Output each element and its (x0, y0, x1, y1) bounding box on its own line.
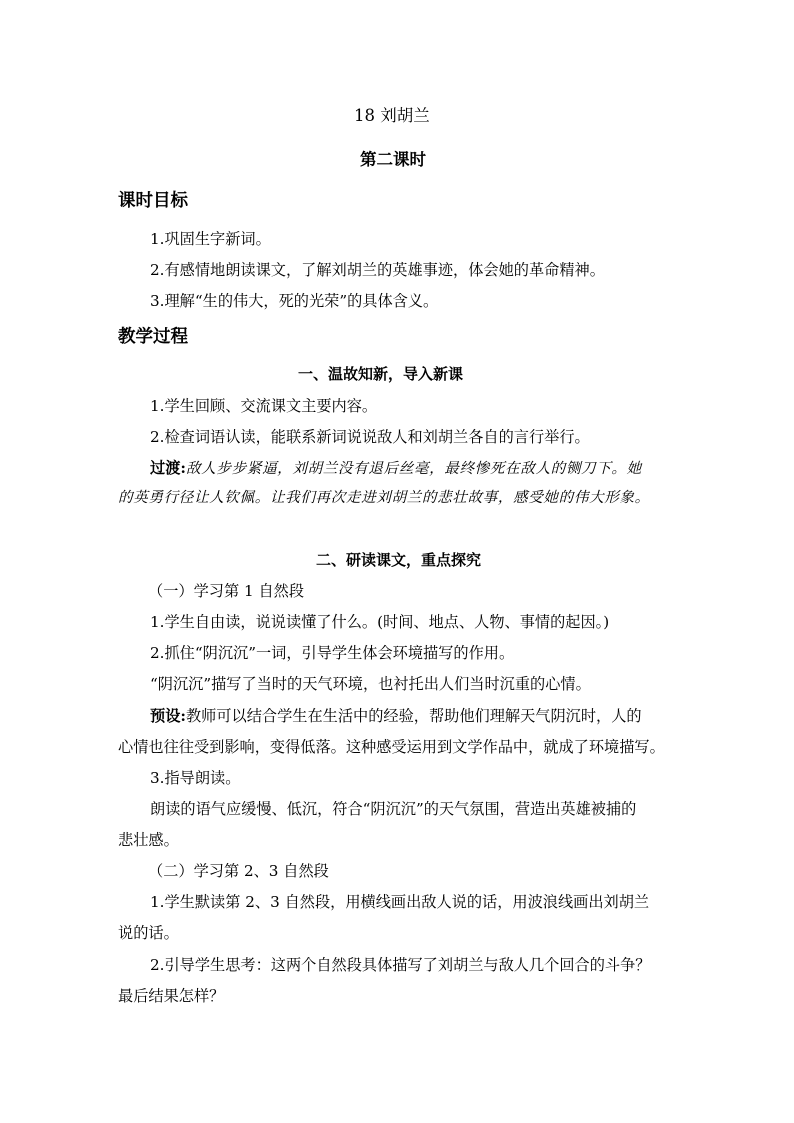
preset-text: 教师可以结合学生在生活中的经验，帮助他们理解天气阴沉时，人的 (185, 707, 642, 725)
process-heading: 教学过程 (118, 327, 188, 347)
section1-note: “阴沉沉”描写了当时的天气环境，也衬托出人们当时沉重的心情。 (150, 675, 591, 693)
section2-item: 1.学生默读第 2、3 自然段，用横线画出敌人说的话，用波浪线画出刘胡兰 (150, 893, 650, 911)
part1-item: 1.学生回顾、交流课文主要内容。 (150, 397, 378, 415)
transition-paragraph (150, 457, 642, 480)
preset-paragraph (150, 705, 642, 727)
part1-item: 2.检查词语认读，能联系新词说说敌人和刘胡兰各自的言行举行。 (150, 428, 590, 446)
transition-text: 敌人步步紧逼，刘胡兰没有退后丝毫，最终惨死在敌人的铡刀下。她 (185, 460, 642, 477)
section1-heading: （一）学习第 1 自然段 (148, 582, 305, 600)
objective-item: 3.理解“生的伟大，死的光荣”的具体含义。 (150, 292, 439, 310)
lesson-subtitle: 第二课时 (360, 150, 426, 169)
reading-guidance: 朗读的语气应缓慢、低沉，符合“阴沉沉”的天气氛围，营造出英雄被捕的 (150, 800, 637, 818)
section1-item: 1.学生自由读，说说读懂了什么。(时间、地点、人物、事情的起因。) (150, 613, 610, 631)
section2-heading: （二）学习第 2、3 自然段 (148, 862, 329, 880)
part2-heading: 二、研读课文，重点探究 (316, 551, 482, 569)
preset-label: 预设: (150, 707, 186, 725)
section2-item: 2.引导学生思考：这两个自然段具体描写了刘胡兰与敌人几个回合的斗争？ (150, 956, 651, 974)
section2-item-cont: 说的话。 (118, 924, 179, 942)
objectives-heading: 课时目标 (118, 191, 188, 211)
section1-item: 2.抓住“阴沉沉”一词，引导学生体会环境描写的作用。 (150, 644, 515, 662)
section1-item: 3.指导朗读。 (150, 769, 241, 787)
reading-guidance-cont: 悲壮感。 (118, 831, 179, 849)
preset-text-cont: 心情也往往受到影响，变得低落。这种感受运用到文学作品中，就成了环境描写。 (118, 738, 665, 756)
lesson-title: 18 刘胡兰 (354, 106, 430, 125)
objective-item: 1.巩固生字新词。 (150, 230, 271, 248)
part1-heading: 一、温故知新，导入新课 (298, 365, 464, 383)
objective-item: 2.有感情地朗读课文，了解刘胡兰的英雄事迹，体会她的革命精神。 (150, 261, 605, 279)
section2-item-cont: 最后结果怎样？ (118, 987, 225, 1005)
transition-label: 过渡: (150, 459, 186, 477)
transition-text-cont: 的英勇行径让人钦佩。让我们再次走进刘胡兰的悲壮故事，感受她的伟大形象。 (118, 489, 650, 506)
